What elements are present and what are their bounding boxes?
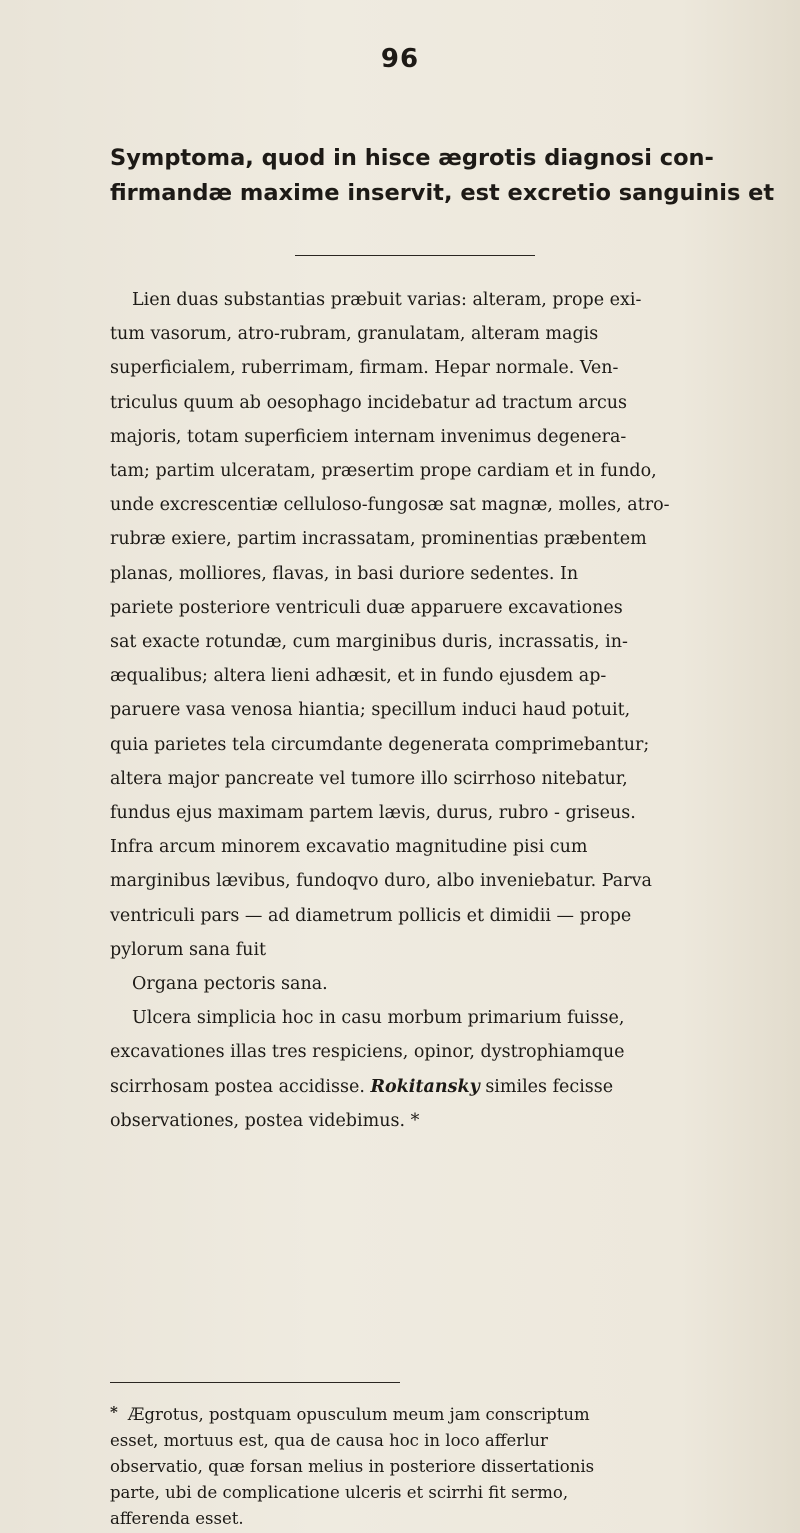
body-line: pylorum sana fuit [110, 939, 267, 960]
footnote-line: afferenda esset. [110, 1509, 244, 1528]
body-line: altera major pancreate vel tumore illo scirrhoso nitebatur, [110, 768, 628, 789]
heading-line: Symptoma, quod in hisce ægrotis diagnosi con- [110, 145, 714, 171]
body-line: unde excrescentiæ celluloso-fungosæ sat magnæ, molles, atro- [110, 495, 670, 516]
body-line-segment: similes fecisse [479, 1076, 614, 1097]
heading-divider [295, 255, 535, 256]
body-line: fundus ejus maximam partem lævis, durus, rubro - griseus. [110, 803, 636, 824]
body-line: majoris, totam superficiem internam invenimus degenera- [110, 426, 627, 447]
body-line: triculus quum ab oesophago incidebatur ad tractum arcus [110, 392, 628, 413]
body-text [110, 283, 800, 1138]
body-line: ventriculi pars — ad diametrum pollicis et dimidii — prope [110, 905, 632, 926]
body-line: Infra arcum minorem excavatio magnitudine pisi cum [110, 837, 588, 858]
body-line: Ulcera simplicia hoc in casu morbum primarium fuisse, [132, 1008, 625, 1029]
body-line: excavationes illas tres respiciens, opinor, dystrophiamque [110, 1042, 625, 1063]
body-line: observationes, postea videbimus. * [110, 1110, 420, 1131]
body-line: superficialem, ruberrimam, firmam. Hepar normale. Ven- [110, 358, 619, 379]
body-line [110, 1070, 800, 1104]
page-number: 96 [380, 44, 420, 74]
body-line: Lien duas substantias præbuit varias: alteram, prope exi- [132, 290, 642, 310]
body-line: marginibus lævibus, fundoqvo duro, albo inveniebatur. Parva [110, 871, 652, 892]
section-heading [110, 141, 790, 211]
body-line: sat exacte rotundæ, cum marginibus duris, incrassatis, in- [110, 632, 628, 653]
body-line-segment: scirrhosam postea accidisse. [110, 1076, 371, 1097]
footnote [110, 1399, 800, 1532]
footnote-line: parte, ubi de complicatione ulceris et scirrhi fit sermo, [110, 1483, 569, 1502]
footnote-line [110, 1399, 800, 1428]
footnote-line: observatio, quæ forsan melius in posteriore dissertationis [110, 1457, 595, 1476]
body-line: rubræ exiere, partim incrassatam, prominentias præbentem [110, 529, 647, 550]
body-line: planas, molliores, flavas, in basi duriore sedentes. In [110, 563, 579, 584]
footnote-line: esset, mortuus est, qua de causa hoc in loco afferlur [110, 1431, 548, 1450]
footnote-mark: * [110, 1403, 118, 1421]
body-line: quia parietes tela circumdante degenerata comprimebantur; [110, 734, 650, 755]
heading-line: firmandæ maxime inservit, est excretio sanguinis et [110, 180, 775, 206]
footnote-text: Ægrotus, postquam opusculum meum jam conscriptum [127, 1405, 590, 1424]
footnote-divider [110, 1382, 400, 1383]
body-line: Organa pectoris sana. [132, 974, 328, 995]
body-line: tum vasorum, atro-rubram, granulatam, alteram magis [110, 324, 599, 345]
body-line: tam; partim ulceratam, præsertim prope cardiam et in fundo, [110, 461, 657, 482]
body-line: paruere vasa venosa hiantia; specillum induci haud potuit, [110, 700, 631, 721]
body-line: æqualibus; altera lieni adhæsit, et in fundo ejusdem ap- [110, 666, 607, 687]
body-line: pariete posteriore ventriculi duæ apparuere excavationes [110, 597, 623, 618]
author-name: Rokitansky [370, 1076, 480, 1097]
